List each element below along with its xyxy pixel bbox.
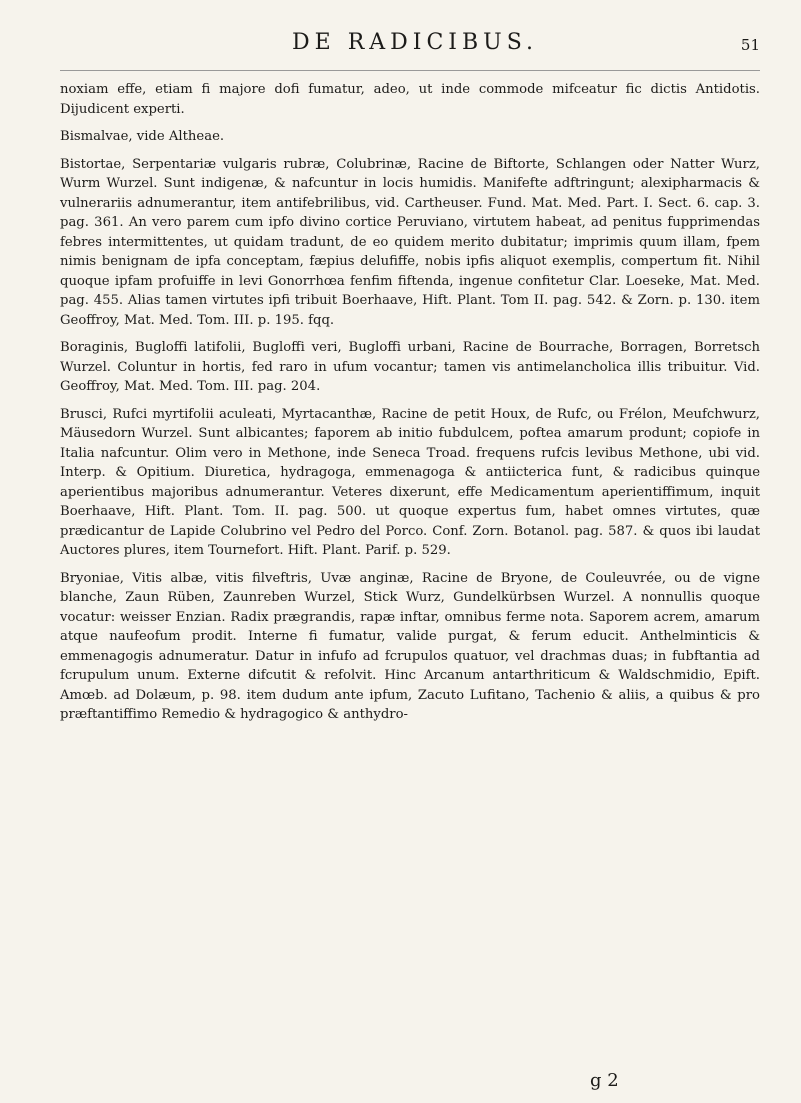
footer <box>60 1070 760 1096</box>
entry-brusci: Brusci, Rufci myrtifolii aculeati, Myrtacanthæ, Racine de petit Houx, de Rufc, ou Frélon, Meufchwurz, Mäusedorn Wurzel. Sunt albicantes; faporem ab initio fubdulcem, poftea amarum produnt; copiofe in Italia nafcuntur. Olim vero in Methone, inde Seneca Troad. frequens rufcis levibus Methone, ubi vid. Interp. & Opitium. Diuretica, hydragoga, emmenagoga & antiicterica funt, & radicibus quinque aperientibus majoribus adnumerantur. Veteres dixerunt, effe Medicamentum aperientiffimum, inquit Boerhaave, Hift. Plant. Tom. II. pag. 500. ut quoque expertus fum, habet omnes virtutes, quæ prædicantur de Lapide Colubrino vel Pedro del Porco. Conf. Zorn. Botanol. pag. 587. & quos ibi laudat Auctores plures, item Tournefort. Hift. Plant. Parif. p. 529. <box>60 406 760 558</box>
paragraph-continuation: noxiam effe, etiam fi majore dofi fumatur, adeo, ut inde commode mifceatur fic dictis Antidotis. Dijudicent experti. <box>60 82 760 117</box>
page-title: DE RADICIBUS. <box>292 30 538 55</box>
header-rule <box>60 70 760 71</box>
page-number: 51 <box>740 36 760 54</box>
entry-bryoniae: Bryoniae, Vitis albæ, vitis filveftris, Uvæ anginæ, Racine de Bryone, de Couleuvrée, ou de vigne blanche, Zaun Rüben, Zaunreben Wurzel, Stick Wurz, Gundelkürbsen Wurzel. A nonnullis quoque vocatur: weisser Enzian. Radix prægrandis, rapæ inftar, omnibus ferme nota. Saporem acrem, amarum atque naufeofum prodit. Interne fi fumatur, valide purgat, & ferum educit. Anthelminticis & emmenagogis adnumeratur. Datur in infufo ad fcrupulos quatuor, vel drachmas duas; in fubftantia ad fcrupulum unum. Externe difcutit & refolvit. Hinc Arcanum antarthriticum & Waldschmidio, Epift. Amœb. ad Dolæum, p. 98. item dudum ante ipfum, Zacuto Lufitano, Tachenio & aliis, a quibus & pro præftantiffimo Remedio & hydragogico & anthydro- <box>60 570 760 722</box>
entry-boraginis: Boraginis, Bugloffi latifolii, Bugloffi veri, Bugloffi urbani, Racine de Bourrache, Borragen, Borretsch Wurzel. Coluntur in hortis, fed raro in ufum vocantur; tamen vis antimelancholica illis tribuitur. Vid. Geoffroy, Mat. Med. Tom. III. pag. 204. <box>60 340 760 394</box>
running-header <box>60 22 760 62</box>
entry-bismalvae: Bismalvae, vide Altheae. <box>60 129 225 144</box>
entry-bistortae: Bistortae, Serpentariæ vulgaris rubræ, Colubrinæ, Racine de Biftorte, Schlangen oder Natter Wurz, Wurm Wurzel. Sunt indigenæ, & nafcuntur in locis humidis. Manifefte adftringunt; alexipharmacis & vulnerariis adnumerantur, item antifebrilibus, vid. Cartheuser. Fund. Mat. Med. Part. I. Sect. 6. cap. 3. pag. 361. An vero parem cum ipfo divino cortice Peruviano, virtutem habeat, ad penitus fupprimendas febres intermittentes, ut quidam tradunt, de eo quidem merito dubitatur; imprimis quum illam, fpem nimis benignam de ipfa conceptam, fæpius delufiffe, nobis ipfis aliquot exemplis, compertum fit. Nihil quoque ipfam profuiffe in levi Gonorrhœa fenfim fiftenda, ingenue confitetur Clar. Loeseke, Mat. Med. pag. 455. Alias tamen virtutes ipfi tribuit Boerhaave, Hift. Plant. Tom II. pag. 542. & Zorn. p. 130. item Geoffroy, Mat. Med. Tom. III. p. 195. fqq. <box>60 156 760 328</box>
body-text <box>60 80 760 733</box>
signature-mark: g 2 <box>590 1070 619 1091</box>
